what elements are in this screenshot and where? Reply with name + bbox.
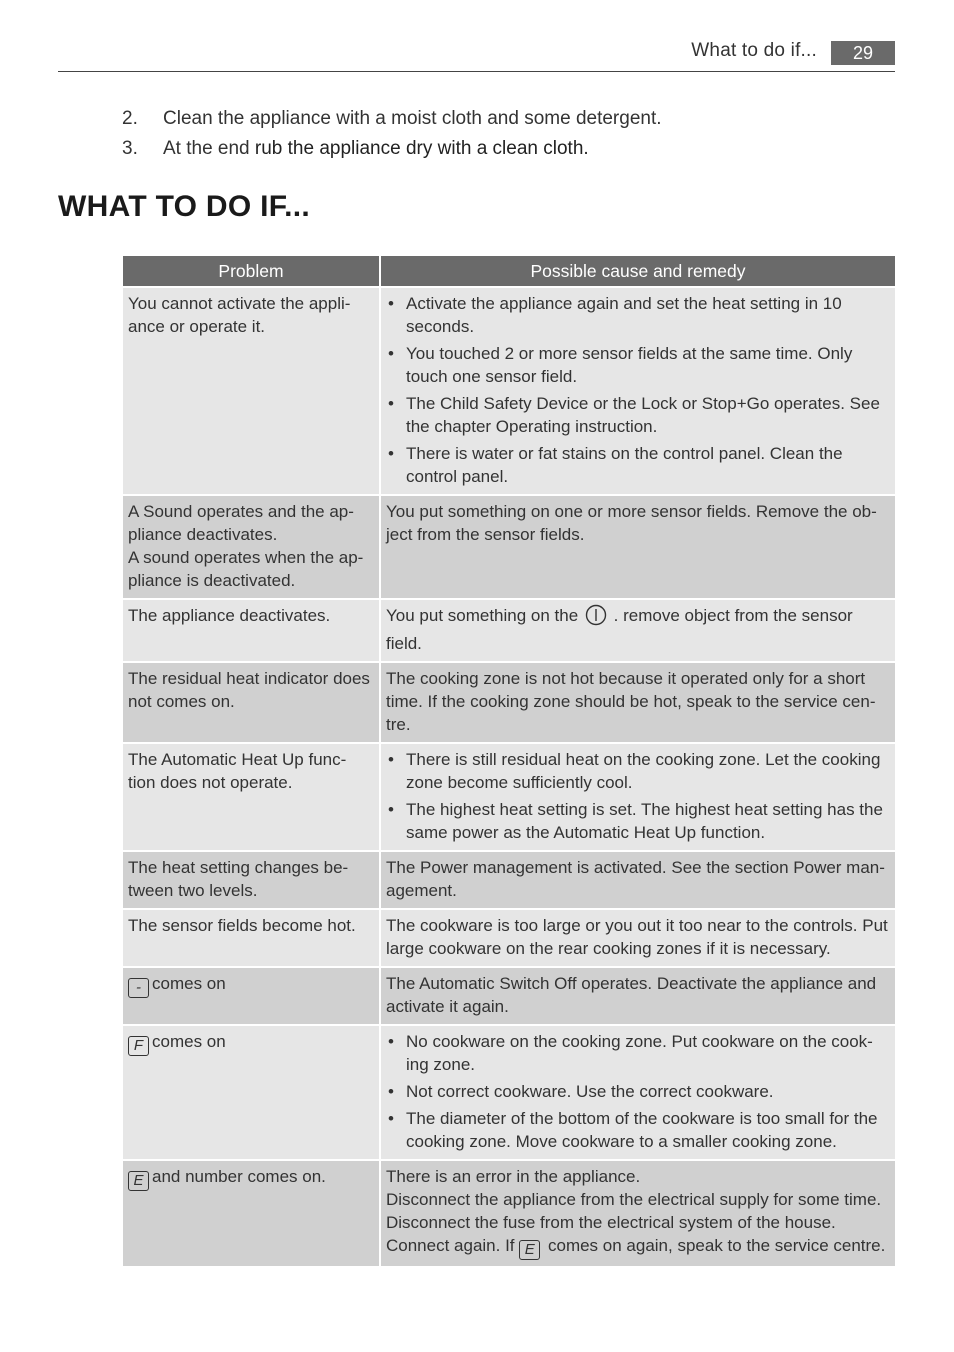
step-number: 2. — [122, 108, 138, 129]
problem-cell: E and number comes on. — [122, 1160, 380, 1267]
remedy-bullet: • The Child Safety Device or the Lock or Stop+Go operates. See the chapter Operating instruction. — [386, 392, 890, 438]
troubleshooting-table — [121, 254, 897, 1268]
problem-cell: The appliance deactivates. — [122, 599, 380, 662]
problem-cell: The heat setting changes be- tween two levels. — [122, 851, 380, 909]
problem-line: A sound operates when the ap- pliance is deactivated. — [128, 548, 364, 590]
remedy-cell — [380, 287, 896, 495]
table-header-row — [122, 255, 896, 287]
page-header — [58, 38, 895, 72]
remedy-bullet: • The highest heat setting is set. The highest heat setting has the same power as the Automatic Heat Up function. — [386, 798, 890, 844]
remedy-bullet: • The diameter of the bottom of the cookware is too small for the cooking zone. Move cookware to a smaller cooking zone. — [386, 1107, 890, 1153]
problem-cell: - comes on — [122, 967, 380, 1025]
problem-cell: The residual heat indicator does not comes on. — [122, 662, 380, 743]
table-row — [122, 599, 896, 662]
step-text: At the end rub the appliance dry with a clean cloth. — [163, 138, 589, 159]
remedy-bullet: • There is still residual heat on the cooking zone. Let the cooking zone become sufficiently cool. — [386, 748, 890, 794]
page-number-badge: 29 — [831, 41, 895, 65]
table-row — [122, 1025, 896, 1160]
remedy-bullet: • Activate the appliance again and set the heat setting in 10 seconds. — [386, 292, 890, 338]
remedy-cell: The cookware is too large or you out it too near to the controls. Put large cookware on the rear cooking zones if it is necessary. — [380, 909, 896, 967]
remedy-bullet: • No cookware on the cooking zone. Put cookware on the cook- ing zone. — [386, 1030, 890, 1076]
remedy-line: Connect again. If E comes on again, speak to the service centre. — [386, 1236, 886, 1258]
remedy-cell: The cooking zone is not hot because it operated only for a short time. If the cooking zone should be hot, speak to the service cen- tre. — [380, 662, 896, 743]
remedy-cell: The Power management is activated. See the section Power man- agement. — [380, 851, 896, 909]
cleaning-steps — [122, 104, 902, 164]
problem-cell — [122, 495, 380, 599]
section-title: WHAT TO DO IF... — [58, 190, 311, 223]
table-row — [122, 662, 896, 743]
remedy-cell — [380, 1025, 896, 1160]
problem-cell: You cannot activate the appli- ance or operate it. — [122, 287, 380, 495]
e-display-symbol-icon: E — [519, 1240, 540, 1260]
table-row — [122, 287, 896, 495]
step-number: 3. — [122, 138, 138, 159]
table-row — [122, 967, 896, 1025]
remedy-bullet: • Not correct cookware. Use the correct cookware. — [386, 1080, 890, 1103]
remedy-cell — [380, 743, 896, 851]
remedy-bullet: • There is water or fat stains on the control panel. Clean the control panel. — [386, 442, 890, 488]
problem-cell: F comes on — [122, 1025, 380, 1160]
table-row — [122, 851, 896, 909]
header-section-label: What to do if... — [691, 40, 817, 61]
f-display-symbol-icon: F — [128, 1036, 149, 1056]
step-item — [122, 104, 902, 134]
minus-display-symbol-icon: - — [128, 978, 149, 998]
column-header-problem: Problem — [122, 255, 380, 287]
column-header-remedy: Possible cause and remedy — [380, 255, 896, 287]
problem-cell: The sensor fields become hot. — [122, 909, 380, 967]
remedy-cell: The Automatic Switch Off operates. Deactivate the appliance and activate it again. — [380, 967, 896, 1025]
table-row — [122, 495, 896, 599]
remedy-line: Disconnect the appliance from the electrical supply for some time. Disconnect the fuse from the electrical system of the house. — [386, 1190, 882, 1232]
remedy-cell: You put something on the . remove object from the sensor field. — [380, 599, 896, 662]
table-row — [122, 1160, 896, 1267]
problem-cell: The Automatic Heat Up func- tion does not operate. — [122, 743, 380, 851]
remedy-cell — [380, 1160, 896, 1267]
problem-line: A Sound operates and the ap- pliance deactivates. — [128, 502, 354, 544]
e-display-symbol-icon: E — [128, 1171, 149, 1191]
remedy-line: There is an error in the appliance. — [386, 1167, 641, 1186]
step-text: Clean the appliance with a moist cloth and some detergent. — [163, 108, 662, 129]
on-off-icon — [585, 604, 607, 632]
remedy-cell: You put something on one or more sensor fields. Remove the ob- ject from the sensor fields. — [380, 495, 896, 599]
table-row — [122, 909, 896, 967]
remedy-bullet: • You touched 2 or more sensor fields at the same time. Only touch one sensor field. — [386, 342, 890, 388]
step-item — [122, 134, 902, 164]
table-row — [122, 743, 896, 851]
